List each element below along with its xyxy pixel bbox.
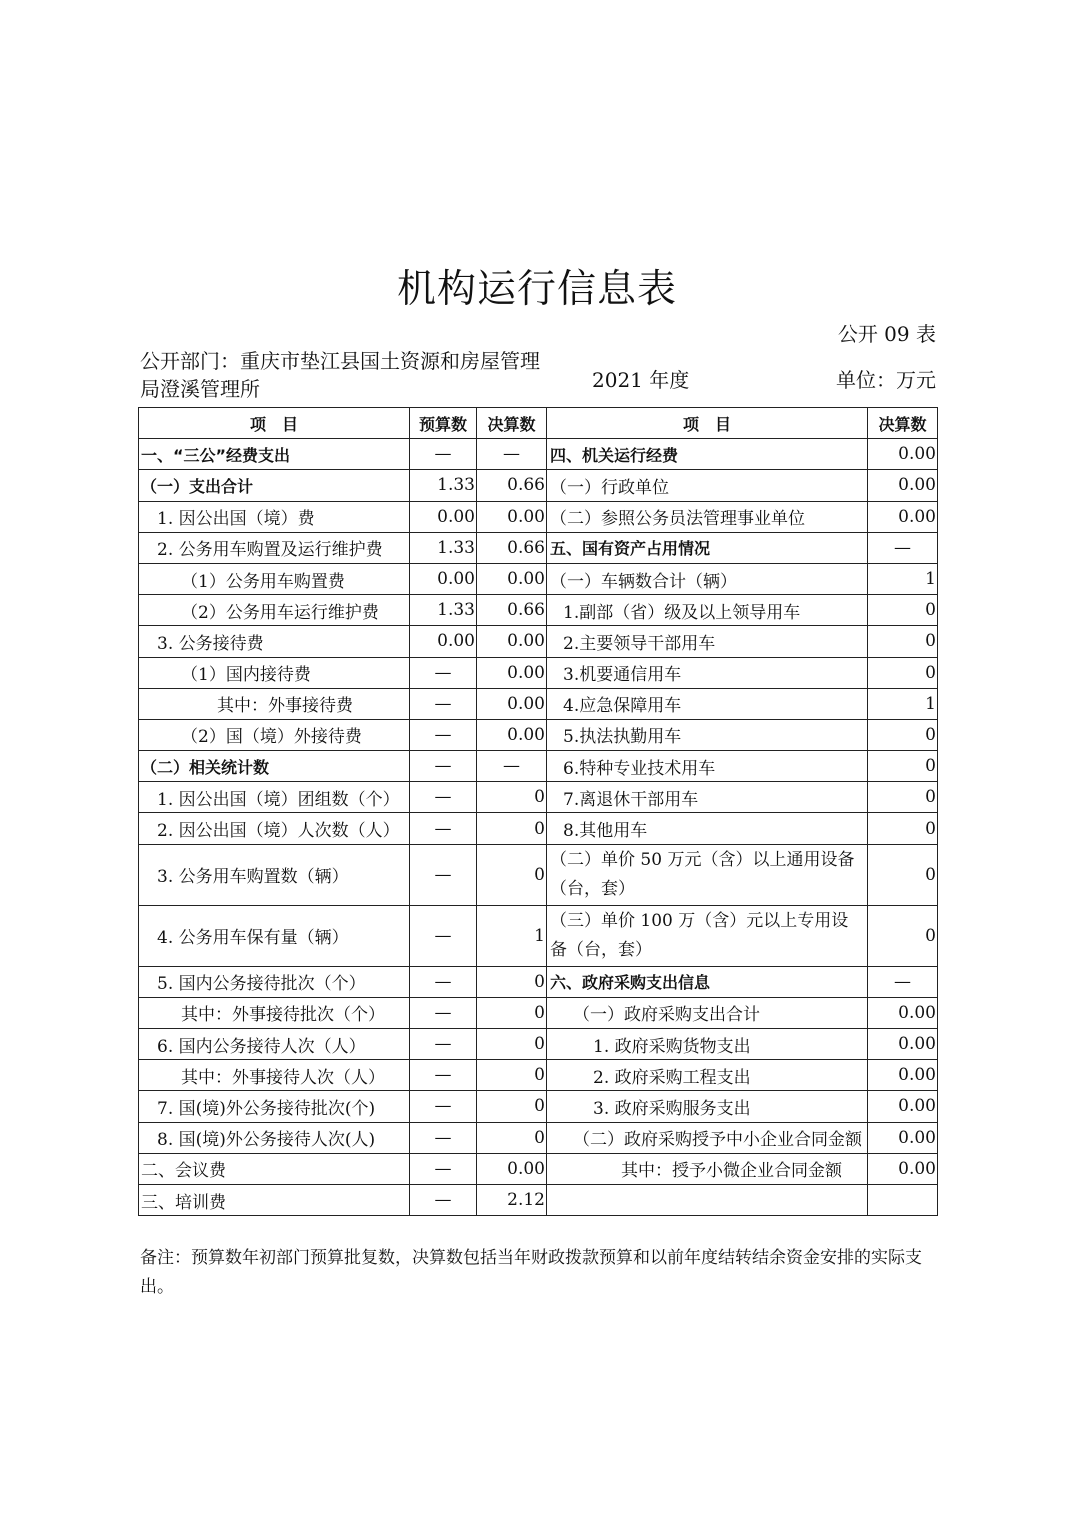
- row-label-left: 1. 因公出国（境）团组数（个）: [139, 782, 410, 813]
- row-budget: 1.33: [410, 470, 477, 501]
- row-label-left: 其中：外事接待费: [139, 688, 410, 719]
- row-label-left: 一、“三公”经费支出: [139, 439, 410, 470]
- row-label-right: （一）行政单位: [547, 470, 868, 501]
- row-label-right: 3.机要通信用车: [547, 657, 868, 688]
- row-budget: 0.00: [410, 626, 477, 657]
- row-label-left: （一）支出合计: [139, 470, 410, 501]
- row-final: 0.00: [477, 1153, 547, 1184]
- row-final: 0: [477, 966, 547, 997]
- table-row: [139, 501, 938, 532]
- row-label-left: 3. 公务接待费: [139, 626, 410, 657]
- row-final: 0.00: [477, 626, 547, 657]
- table-row: [139, 626, 938, 657]
- table-row: [139, 657, 938, 688]
- table-header-row: [139, 408, 938, 439]
- row-budget: —: [410, 688, 477, 719]
- row-label-left: 5. 国内公务接待批次（个）: [139, 966, 410, 997]
- row-label-right: [547, 1184, 868, 1215]
- row-final-right: 0: [868, 782, 938, 813]
- row-final: 0.00: [477, 501, 547, 532]
- row-budget: —: [410, 1060, 477, 1091]
- row-final-right: 0.00: [868, 1091, 938, 1122]
- row-final: 2.12: [477, 1184, 547, 1215]
- row-final-right: 0.00: [868, 1029, 938, 1060]
- row-label-right: 五、国有资产占用情况: [547, 532, 868, 563]
- row-label-right: 1.副部（省）级及以上领导用车: [547, 595, 868, 626]
- row-label-left: 7. 国(境)外公务接待批次(个): [139, 1091, 410, 1122]
- header-final-right: 决算数: [868, 408, 938, 439]
- row-label-right: 6.特种专业技术用车: [547, 751, 868, 782]
- row-final: 0: [477, 844, 547, 905]
- row-final: 0.66: [477, 595, 547, 626]
- row-budget: —: [410, 751, 477, 782]
- row-budget: —: [410, 782, 477, 813]
- row-label-left: （1）国内接待费: [139, 657, 410, 688]
- row-label-left: （二）相关统计数: [139, 751, 410, 782]
- row-label-left: 1. 因公出国（境）费: [139, 501, 410, 532]
- row-final-right: —: [868, 532, 938, 563]
- row-label-left: 2. 因公出国（境）人次数（人）: [139, 813, 410, 844]
- row-label-right: 四、机关运行经费: [547, 439, 868, 470]
- row-final-right: 0: [868, 905, 938, 966]
- row-final-right: 0.00: [868, 439, 938, 470]
- row-final-right: 0.00: [868, 501, 938, 532]
- row-label-right: （二）参照公务员法管理事业单位: [547, 501, 868, 532]
- row-final: 0.66: [477, 532, 547, 563]
- row-budget: —: [410, 844, 477, 905]
- header-budget: 预算数: [410, 408, 477, 439]
- table-row: [139, 1091, 938, 1122]
- table-row: [139, 751, 938, 782]
- row-final-right: 0.00: [868, 1153, 938, 1184]
- row-label-right: 2. 政府采购工程支出: [547, 1060, 868, 1091]
- row-final-right: 0: [868, 626, 938, 657]
- row-label-right: 2.主要领导干部用车: [547, 626, 868, 657]
- row-final: 0.66: [477, 470, 547, 501]
- table-row: [139, 532, 938, 563]
- row-label-left: （1）公务用车购置费: [139, 563, 410, 594]
- row-label-right: 六、政府采购支出信息: [547, 966, 868, 997]
- row-budget: 1.33: [410, 532, 477, 563]
- department: 公开部门：重庆市垫江县国土资源和房屋管理局澄溪管理所: [140, 349, 540, 401]
- row-budget: —: [410, 1091, 477, 1122]
- table-row: [139, 905, 938, 966]
- row-label-right: 5.执法执勤用车: [547, 719, 868, 750]
- table-row: [139, 719, 938, 750]
- row-final-right: 0.00: [868, 470, 938, 501]
- row-final: 0: [477, 782, 547, 813]
- row-label-left: 8. 国(境)外公务接待人次(人): [139, 1122, 410, 1153]
- info-table: [138, 407, 938, 1216]
- row-label-right: （一）车辆数合计（辆）: [547, 563, 868, 594]
- page-title: 机构运行信息表: [396, 267, 677, 312]
- row-label-left: 三、培训费: [139, 1184, 410, 1215]
- table-row: [139, 1153, 938, 1184]
- table-row: [139, 688, 938, 719]
- table-row: [139, 563, 938, 594]
- row-final: 0.00: [477, 719, 547, 750]
- row-label-left: 4. 公务用车保有量（辆）: [139, 905, 410, 966]
- row-final-right: 0.00: [868, 997, 938, 1028]
- table-row: [139, 439, 938, 470]
- row-label-left: 6. 国内公务接待人次（人）: [139, 1029, 410, 1060]
- table-row: [139, 782, 938, 813]
- row-label-left: 3. 公务用车购置数（辆）: [139, 844, 410, 905]
- row-budget: —: [410, 905, 477, 966]
- row-final: 0: [477, 1122, 547, 1153]
- row-final: —: [477, 751, 547, 782]
- row-label-left: 其中：外事接待人次（人）: [139, 1060, 410, 1091]
- row-final-right: 0.00: [868, 1122, 938, 1153]
- row-final: 0.00: [477, 688, 547, 719]
- table-row: [139, 1029, 938, 1060]
- row-label-right: 1. 政府采购货物支出: [547, 1029, 868, 1060]
- header-item-right: 项 目: [547, 408, 868, 439]
- row-label-right: 8.其他用车: [547, 813, 868, 844]
- footnote: 备注：预算数年初部门预算批复数，决算数包括当年财政拨款预算和以前年度结转结余资金安排的实际支出。: [140, 1248, 922, 1297]
- row-budget: —: [410, 1153, 477, 1184]
- row-budget: 0.00: [410, 501, 477, 532]
- table-row: [139, 1060, 938, 1091]
- row-budget: 1.33: [410, 595, 477, 626]
- row-budget: —: [410, 813, 477, 844]
- row-budget: —: [410, 1184, 477, 1215]
- row-final-right: 0.00: [868, 1060, 938, 1091]
- table-row: [139, 813, 938, 844]
- form-number: 公开 09 表: [837, 322, 936, 346]
- row-final-right: 0: [868, 657, 938, 688]
- row-label-left: 二、会议费: [139, 1153, 410, 1184]
- row-final-right: 0: [868, 813, 938, 844]
- row-final: 1: [477, 905, 547, 966]
- row-label-right: （三）单价 100 万（含）元以上专用设备（台，套）: [547, 905, 868, 966]
- row-final-right: 0: [868, 844, 938, 905]
- row-final: 0: [477, 1060, 547, 1091]
- row-final-right: 0: [868, 751, 938, 782]
- row-final-right: 1: [868, 688, 938, 719]
- row-label-left: 2. 公务用车购置及运行维护费: [139, 532, 410, 563]
- row-final-right: 1: [868, 563, 938, 594]
- row-label-right: （一）政府采购支出合计: [547, 997, 868, 1028]
- row-label-left: （2）公务用车运行维护费: [139, 595, 410, 626]
- row-label-right: （二）政府采购授予中小企业合同金额: [547, 1122, 868, 1153]
- row-budget: —: [410, 439, 477, 470]
- currency-unit: 单位：万元: [836, 368, 936, 392]
- table-row: [139, 1184, 938, 1215]
- table-row: [139, 595, 938, 626]
- row-budget: —: [410, 1029, 477, 1060]
- row-final: 0: [477, 997, 547, 1028]
- row-label-right: 3. 政府采购服务支出: [547, 1091, 868, 1122]
- row-label-right: 7.离退休干部用车: [547, 782, 868, 813]
- row-final-right: —: [868, 966, 938, 997]
- row-budget: —: [410, 966, 477, 997]
- row-final-right: 0: [868, 719, 938, 750]
- row-final: 0: [477, 813, 547, 844]
- row-final: 0.00: [477, 563, 547, 594]
- header-final: 决算数: [477, 408, 547, 439]
- row-final: 0: [477, 1091, 547, 1122]
- table-row: [139, 844, 938, 905]
- row-budget: 0.00: [410, 563, 477, 594]
- row-label-right: 其中：授予小微企业合同金额: [547, 1153, 868, 1184]
- table-row: [139, 470, 938, 501]
- row-budget: —: [410, 657, 477, 688]
- row-final: 0.00: [477, 657, 547, 688]
- row-final: —: [477, 439, 547, 470]
- row-label-right: （二）单价 50 万元（含）以上通用设备（台，套）: [547, 844, 868, 905]
- fiscal-year: 2021 年度: [592, 368, 690, 392]
- row-budget: —: [410, 1122, 477, 1153]
- row-label-left: 其中：外事接待批次（个）: [139, 997, 410, 1028]
- table-row: [139, 966, 938, 997]
- row-final: 0: [477, 1029, 547, 1060]
- table-row: [139, 1122, 938, 1153]
- row-budget: —: [410, 719, 477, 750]
- row-final-right: [868, 1184, 938, 1215]
- row-label-right: 4.应急保障用车: [547, 688, 868, 719]
- row-budget: —: [410, 997, 477, 1028]
- row-label-left: （2）国（境）外接待费: [139, 719, 410, 750]
- table-row: [139, 997, 938, 1028]
- header-item: 项 目: [139, 408, 410, 439]
- row-final-right: 0: [868, 595, 938, 626]
